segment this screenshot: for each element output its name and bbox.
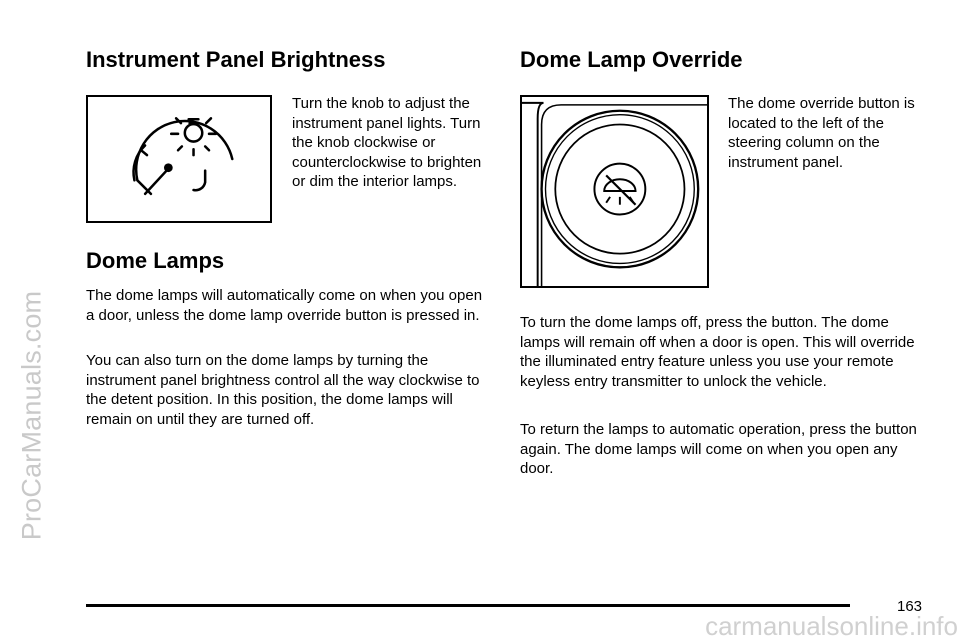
watermark-text: ProCarManuals.com [16, 290, 47, 540]
heading-instrument-panel-brightness: Instrument Panel Brightness [86, 47, 386, 72]
dome-override-button-figure [520, 95, 709, 288]
dome-lamps-paragraph-1: The dome lamps will automatically come on when you open a door, unless the dome lamp override button is pressed in. [86, 287, 483, 324]
brightness-figure-caption: Turn the knob to adjust the instrument panel lights. Turn the knob clockwise or counterclockwise to brighten or dim the interior lamps. [292, 95, 482, 190]
heading-dome-lamps: Dome Lamps [86, 248, 225, 273]
footer-brand-watermark: carmanualsonline.info [705, 611, 958, 641]
brightness-knob-icon [88, 97, 270, 221]
page-number: 163 [897, 598, 923, 615]
brightness-knob-figure [86, 95, 272, 223]
watermark [10, 195, 54, 635]
dome-override-button-icon [522, 97, 707, 286]
heading-dome-lamp-override: Dome Lamp Override [520, 47, 743, 72]
override-paragraph-2: To return the lamps to automatic operation, press the button again. The dome lamps will come on when you open any door. [520, 421, 917, 477]
dome-lamps-paragraph-2: You can also turn on the dome lamps by turning the instrument panel brightness control all the way clockwise to the detent position. In this position, the dome lamps will remain on until they are turned off. [86, 352, 480, 428]
override-paragraph-1: To turn the dome lamps off, press the button. The dome lamps will remain off when a door is open. This will override the illuminated entry feature unless you use your remote keyless entry transmitter to unlock the vehicle. [520, 314, 915, 390]
footer-rule [86, 604, 850, 607]
override-figure-caption: The dome override button is located to the left of the steering column on the instrument panel. [728, 95, 915, 171]
